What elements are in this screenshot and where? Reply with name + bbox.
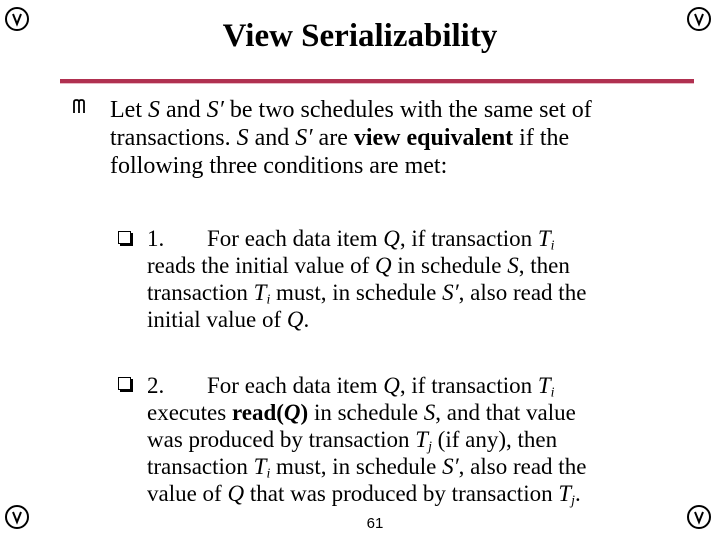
page-number: 61 <box>366 515 384 532</box>
bullet-m-icon <box>72 97 94 119</box>
condition-1: 1. For each data item Q, if transaction $T_i$ reads the initial value of Q in schedule S, then transaction $T_i$ must, in schedule S′, also read the initial value of Q. <box>147 226 587 332</box>
intro-paragraph: Let S and S′ be two schedules with the same set of transactions. S and S′ are view equivalent if the following three conditions are met: <box>110 97 592 179</box>
view-equivalent-term: view equivalent <box>353 125 514 151</box>
slide-title: View Serializability <box>222 18 498 54</box>
title-rule-shadow <box>60 83 694 84</box>
bullet-square-icon <box>118 231 131 244</box>
condition-2: 2. For each data item Q, if transaction $T_i$ executes read(Q) in schedule S, and that value was produced by transaction $T_j$ (if any), then transaction $T_i$ must, in schedule S′, also read the value of Q that was produced by transaction $T_j$. <box>147 373 587 508</box>
bullet-square-icon <box>118 377 131 390</box>
